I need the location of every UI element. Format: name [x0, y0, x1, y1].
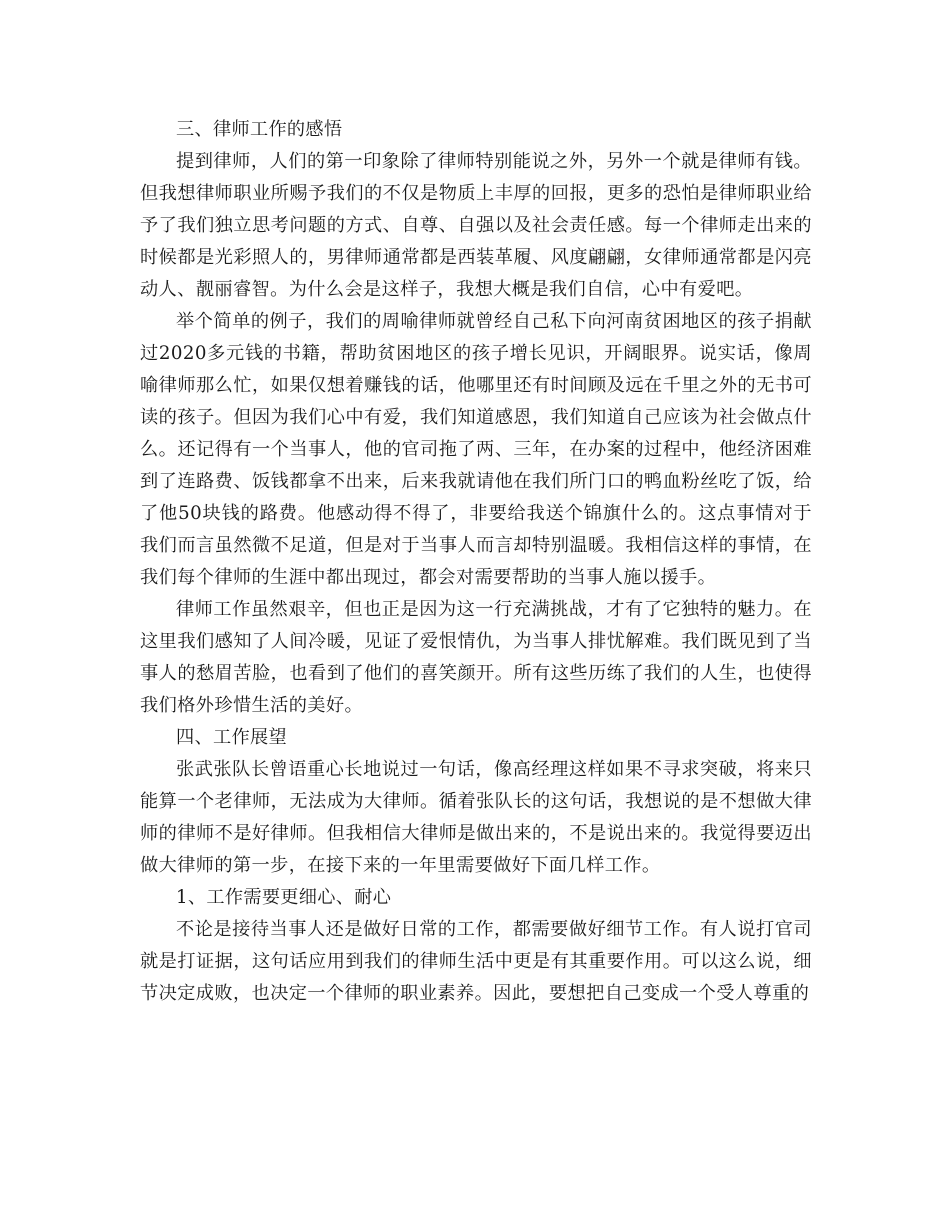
document-page [140, 114, 812, 1010]
section-heading-4: 四、工作展望 [176, 727, 287, 748]
paragraph: 不论是接待当事人还是做好日常的工作，都需要做好细节工作。有人说打官司就是打证据，这句话应用到我们的律师生活中更是有其重要作用。可以这么说，细节决定成败，也决定一个律师的职业素养。因此，要想把自己变成一个受人尊重的 [140, 919, 812, 1004]
paragraph: 举个简单的例子，我们的周喻律师就曾经自己私下向河南贫困地区的孩子捐献过2020多元钱的书籍，帮助贫困地区的孩子增长见识，开阔眼界。说实话，像周喻律师那么忙，如果仅想着赚钱的话，他哪里还有时间顾及远在千里之外的无书可读的孩子。但因为我们心中有爱，我们知道感恩，我们知道自己应该为社会做点什么。还记得有一个当事人，他的官司拖了两、三年，在办案的过程中，他经济困难到了连路费、饭钱都拿不出来，后来我就请他在我们所门口的鸭血粉丝吃了饭，给了他50块钱的路费。他感动得不得了，非要给我送个锦旗什么的。这点事情对于我们而言虽然微不足道，但是对于当事人而言却特别温暖。我相信这样的事情，在我们每个律师的生涯中都出现过，都会对需要帮助的当事人施以援手。 [140, 311, 812, 588]
paragraph: 张武张队长曾语重心长地说过一句话，像高经理这样如果不寻求突破，将来只能算一个老律师，无法成为大律师。循着张队长的这句话，我想说的是不想做大律师的律师不是好律师。但我相信大律师是做出来的，不是说出来的。我觉得要迈出做大律师的第一步，在接下来的一年里需要做好下面几样工作。 [140, 759, 812, 876]
paragraph: 律师工作虽然艰辛，但也正是因为这一行充满挑战，才有了它独特的魅力。在这里我们感知了人间冷暖，见证了爱恨情仇，为当事人排忧解难。我们既见到了当事人的愁眉苦脸，也看到了他们的喜笑颜开。所有这些历练了我们的人生，也使得我们格外珍惜生活的美好。 [140, 599, 812, 716]
section-heading-3: 三、律师工作的感悟 [176, 119, 343, 140]
paragraph: 提到律师，人们的第一印象除了律师特别能说之外，另外一个就是律师有钱。但我想律师职业所赐予我们的不仅是物质上丰厚的回报，更多的恐怕是律师职业给予了我们独立思考问题的方式、自尊、自强以及社会责任感。每一个律师走出来的时候都是光彩照人的，男律师通常都是西装革履、风度翩翩，女律师通常都是闪亮动人、靓丽睿智。为什么会是这样子，我想大概是我们自信，心中有爱吧。 [140, 151, 812, 300]
subsection-heading-1: 1、工作需要更细心、耐心 [176, 887, 392, 908]
